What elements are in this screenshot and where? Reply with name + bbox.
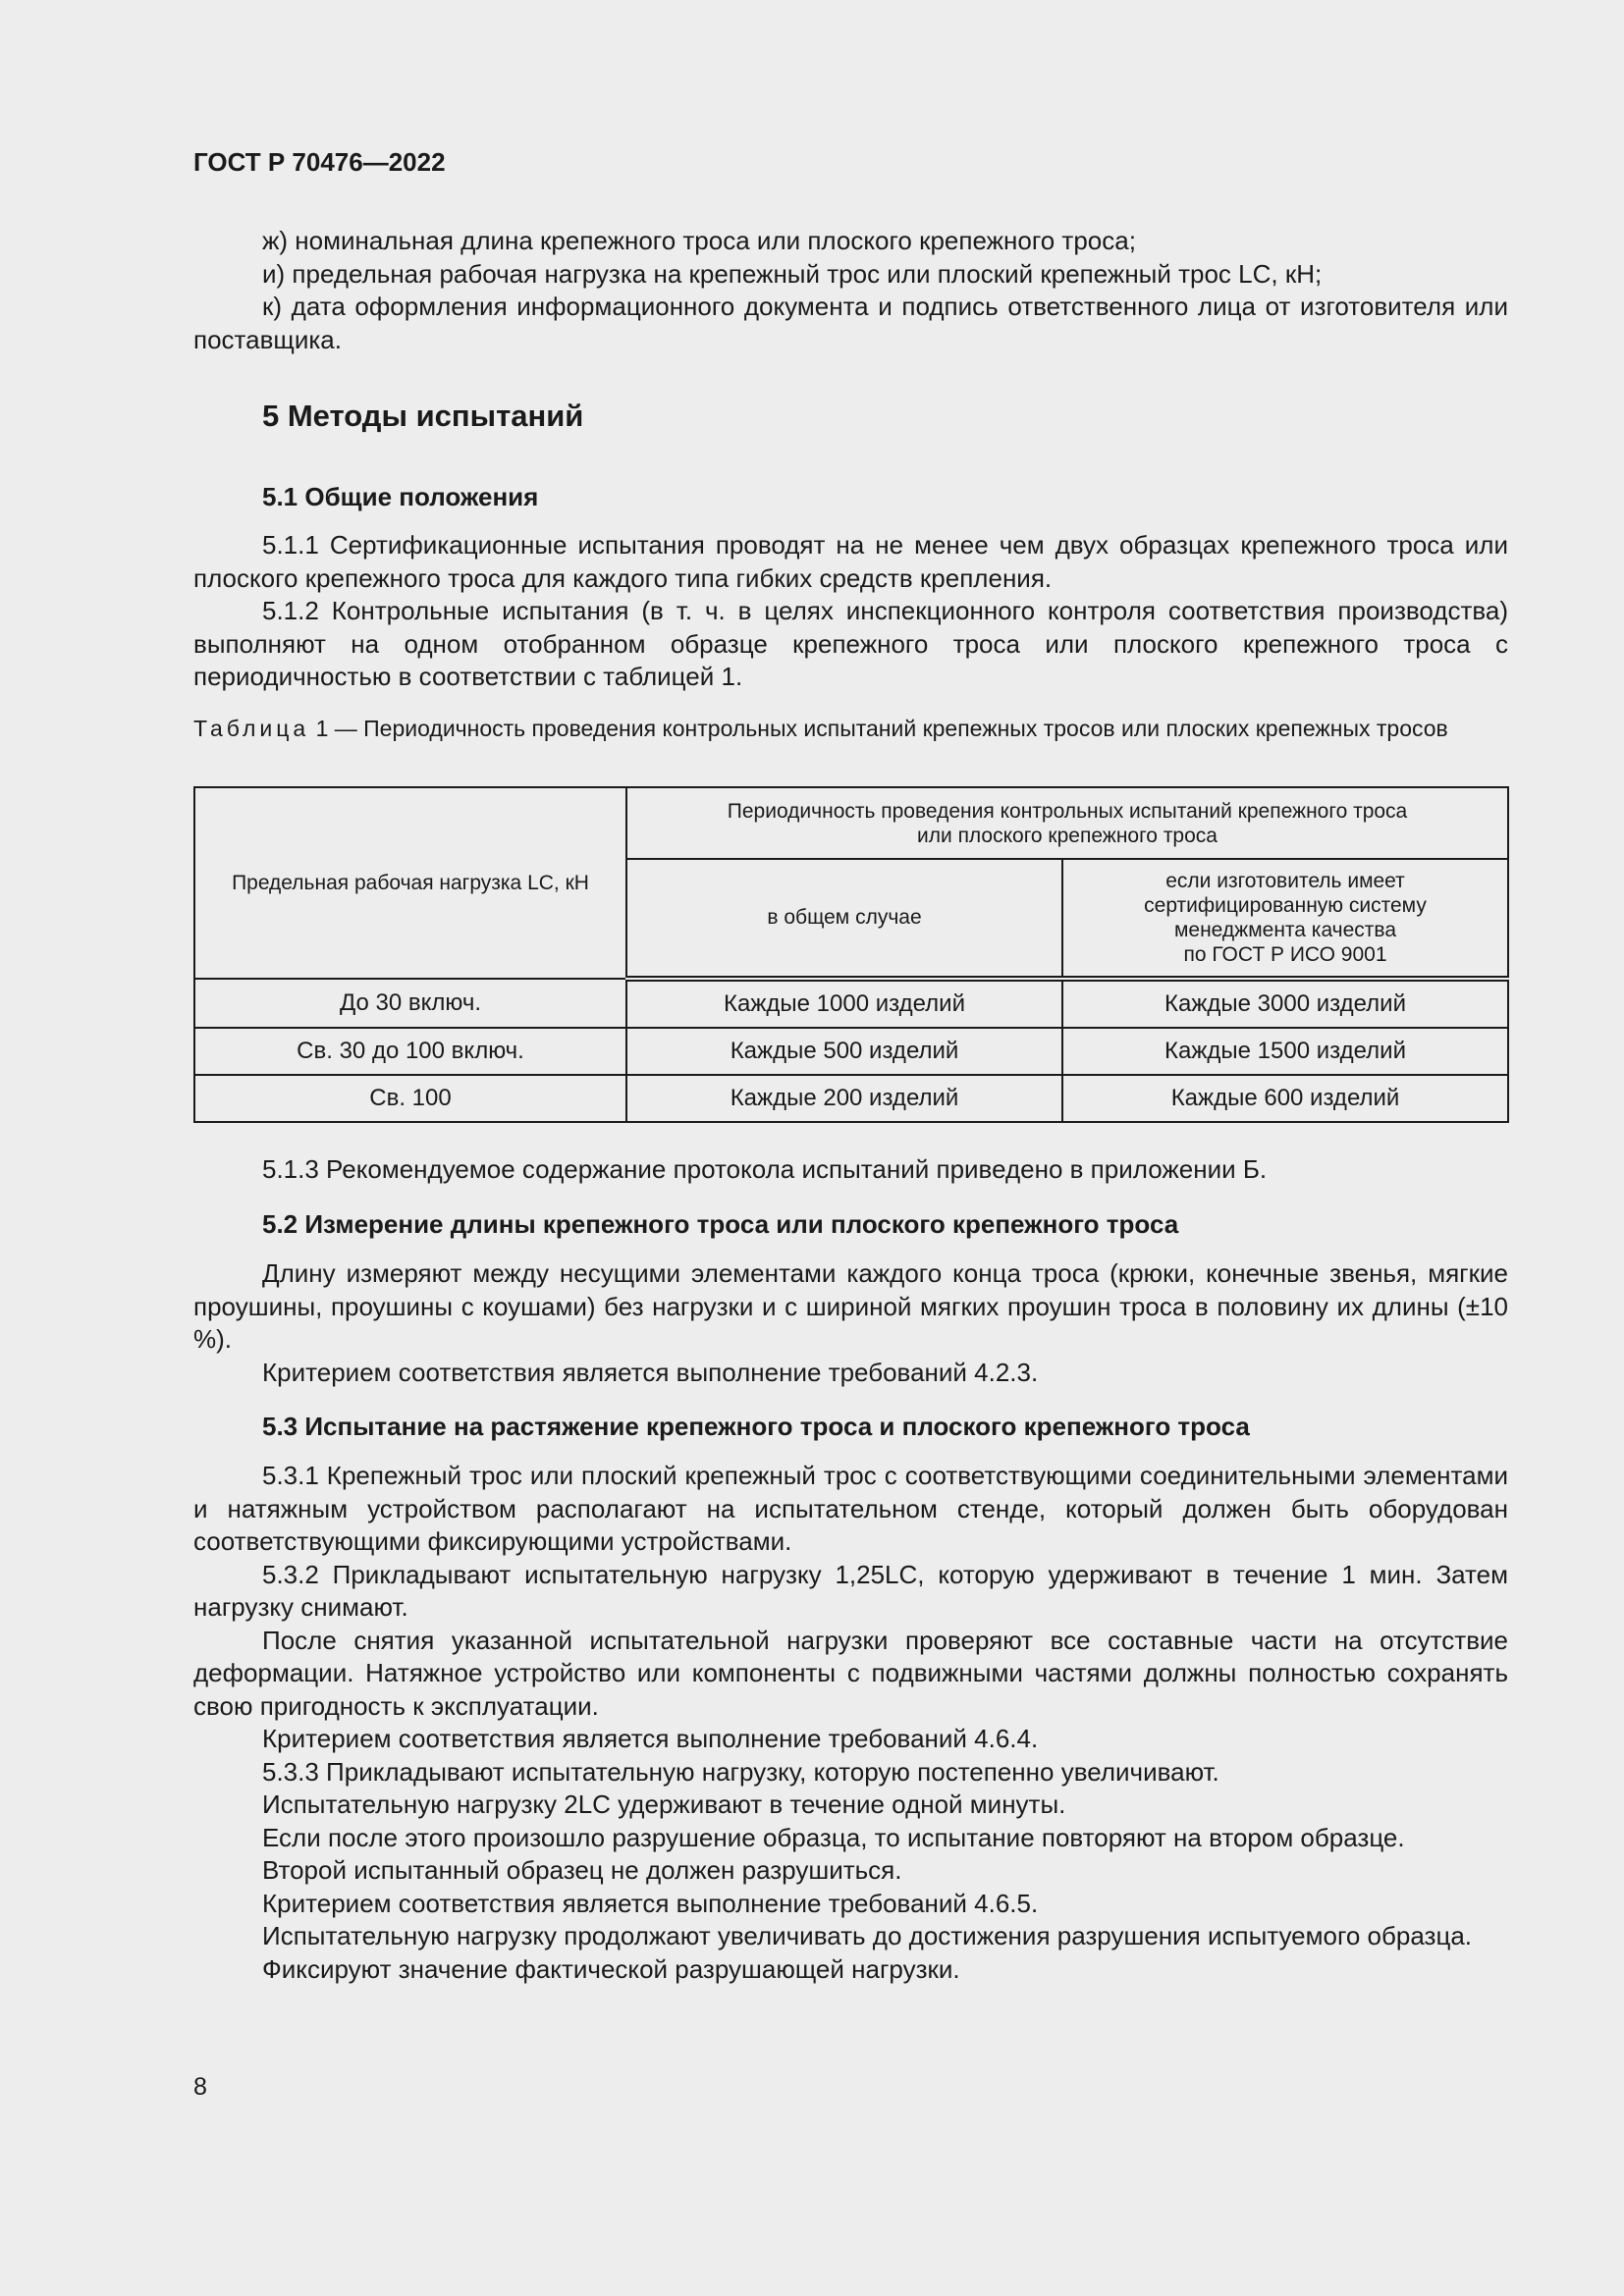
table-caption bbox=[193, 715, 1508, 743]
list-item: ж) номинальная длина крепежного троса или плоского крепежного троса; bbox=[262, 226, 1136, 255]
document-header: ГОСТ Р 70476—2022 bbox=[193, 147, 446, 177]
paragraph: Длину измеряют между несущими элементами каждого конца троса (крюки, конечные звенья, мягкие проушины, проушины с коушами) без нагрузки и с шириной мягких проушин троса в половину их длины (±10 %). bbox=[193, 1258, 1508, 1354]
section-5-2-body bbox=[193, 1257, 1508, 1389]
paragraph: Фиксируют значение фактической разрушающей нагрузки. bbox=[262, 1953, 960, 1984]
table-row bbox=[194, 1028, 1508, 1075]
page-number: 8 bbox=[193, 2073, 207, 2101]
table-cell-certified: Каждые 3000 изделий bbox=[1062, 979, 1508, 1028]
subsection-heading: 5.1 Общие положения bbox=[262, 482, 539, 511]
table-header-certified-line: по ГОСТ Р ИСО 9001 bbox=[1183, 943, 1387, 966]
table-header-certified bbox=[1062, 859, 1508, 979]
paragraph: 5.3.3 Прикладывают испытательную нагрузку, которую постепенно увеличивают. bbox=[262, 1756, 1219, 1787]
paragraph: 5.1.1 Сертификационные испытания проводят на не менее чем двух образцах крепежного троса или плоского крепежного троса для каждого типа гибких средств крепления. bbox=[193, 530, 1508, 593]
paragraph: Испытательную нагрузку 2LC удерживают в течение одной минуты. bbox=[262, 1789, 1066, 1819]
table-caption-label: Таблица bbox=[193, 716, 310, 741]
table-cell-general: Каждые 500 изделий bbox=[626, 1028, 1062, 1075]
table-cell-load: Св. 30 до 100 включ. bbox=[194, 1028, 626, 1075]
paragraph: 5.3.1 Крепежный трос или плоский крепежный трос с соответствующими соединительными элементами и натяжным устройством располагают на испытательном стенде, который должен быть оборудован соответствующими фиксирующими устройствами. bbox=[193, 1461, 1508, 1556]
table-cell-load: Св. 100 bbox=[194, 1075, 626, 1122]
paragraph: 5.1.3 Рекомендуемое содержание протокола испытаний приведено в приложении Б. bbox=[262, 1154, 1268, 1184]
periodicity-table bbox=[193, 786, 1509, 1123]
paragraph: После снятия указанной испытательной нагрузки проверяют все составные части на отсутствие деформации. Натяжное устройство или компоненты с подвижными частями должны полностью сохранять свою пригодность к эксплуатации. bbox=[193, 1625, 1508, 1721]
paragraph: 5.1.2 Контрольные испытания (в т. ч. в целях инспекционного контроля соответствия производства) выполняют на одном отобранном образце крепежного троса или плоского крепежного троса с периодичностью в соответствии с таблицей 1. bbox=[193, 596, 1508, 691]
list-item: и) предельная рабочая нагрузка на крепежный трос или плоский крепежный трос LC, кН; bbox=[262, 258, 1323, 289]
paragraph: 5.3.2 Прикладывают испытательную нагрузку 1,25LC, которую удерживают в течение 1 мин. Затем нагрузку снимают. bbox=[193, 1559, 1508, 1622]
paragraph: Испытательную нагрузку продолжают увеличивать до достижения разрушения испытуемого образца. bbox=[262, 1921, 1473, 1950]
paragraph: Второй испытанный образец не должен разрушиться. bbox=[262, 1855, 902, 1885]
paragraph: Критерием соответствия является выполнение требований 4.2.3. bbox=[262, 1357, 1039, 1387]
table-header-general: в общем случае bbox=[626, 859, 1062, 979]
table-header-certified-line: менеджмента качества bbox=[1173, 919, 1397, 941]
table-header-certified-line: сертифицированную систему bbox=[1144, 894, 1427, 917]
section-5-3-body bbox=[193, 1460, 1508, 1986]
section-heading: 5 Методы испытаний bbox=[262, 399, 584, 433]
subsection-heading: 5.2 Измерение длины крепежного троса или плоского крепежного троса bbox=[262, 1209, 1179, 1239]
paragraph: Если после этого произошло разрушение образца, то испытание повторяют на втором образце. bbox=[262, 1822, 1405, 1852]
section-5-heading-wrap bbox=[193, 397, 1508, 436]
list-item: к) дата оформления информационного документа и подпись ответственного лица от изготовителя или поставщика. bbox=[193, 292, 1508, 354]
section-5-2-heading-wrap bbox=[193, 1208, 1508, 1242]
intro-list bbox=[193, 225, 1508, 356]
table-cell-general: Каждые 1000 изделий bbox=[626, 979, 1062, 1028]
table-header-certified-line: если изготовитель имеет bbox=[1165, 870, 1405, 892]
table-caption-text: 1 — Периодичность проведения контрольных испытаний крепежных тросов или плоских крепежных тросов bbox=[309, 716, 1448, 741]
section-5-1-body bbox=[193, 529, 1508, 694]
paragraph: Критерием соответствия является выполнение требований 4.6.4. bbox=[262, 1724, 1039, 1753]
subsection-heading: 5.3 Испытание на растяжение крепежного троса и плоского крепежного троса bbox=[262, 1412, 1250, 1441]
section-5-3-heading-wrap bbox=[193, 1411, 1508, 1444]
table-cell-load: До 30 включ. bbox=[194, 979, 626, 1028]
table-header-group bbox=[626, 787, 1508, 859]
table-cell-certified: Каждые 600 изделий bbox=[1062, 1075, 1508, 1122]
table-row bbox=[194, 1075, 1508, 1122]
table-header-group-line: или плоского крепежного троса bbox=[917, 824, 1218, 847]
paragraph: Критерием соответствия является выполнение требований 4.6.5. bbox=[262, 1888, 1039, 1918]
table-header-load: Предельная рабочая нагрузка LC, кН bbox=[194, 787, 626, 979]
table-row bbox=[194, 979, 1508, 1028]
table-cell-certified: Каждые 1500 изделий bbox=[1062, 1028, 1508, 1075]
section-5-1-heading-wrap bbox=[193, 481, 1508, 514]
table-cell-general: Каждые 200 изделий bbox=[626, 1075, 1062, 1122]
table-header-group-line: Периодичность проведения контрольных испытаний крепежного троса bbox=[727, 799, 1408, 823]
section-5-1-3 bbox=[193, 1153, 1508, 1187]
